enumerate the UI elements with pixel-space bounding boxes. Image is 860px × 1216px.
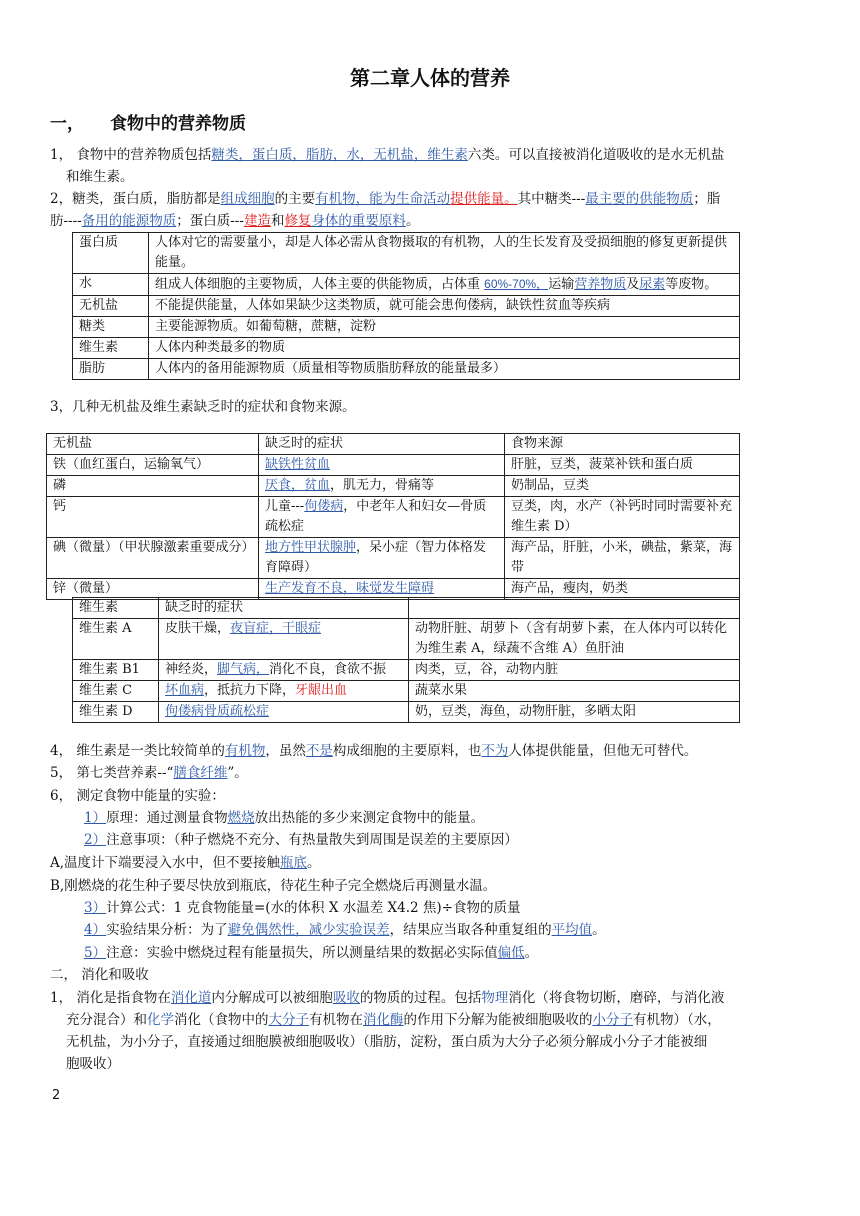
text: ；蛋白质--- xyxy=(176,213,244,229)
highlight-text: 提供能量。 xyxy=(450,191,518,207)
item-number: 4） xyxy=(84,922,107,938)
header-cell: 无机盐 xyxy=(47,434,259,455)
table-row xyxy=(73,296,740,317)
table-cell xyxy=(149,274,740,296)
highlight-text: 瓶底 xyxy=(280,855,308,871)
highlight-text: 牙龈出血 xyxy=(295,683,348,698)
item-number: 1） xyxy=(84,810,107,826)
text: 注意：实验中燃烧过程有能量损失，所以测量结果的数据必实际值 xyxy=(106,945,498,961)
table-cell: 奶，豆类，海鱼，动物肝脏，多晒太阳 xyxy=(409,702,740,723)
text: 和 xyxy=(270,213,285,229)
text: 神经炎， xyxy=(165,662,218,677)
text: 人体提供能量，但他无可替代。 xyxy=(508,743,698,759)
table-row xyxy=(73,660,740,681)
experiment-item-2 xyxy=(84,829,844,851)
text: 充分混合）和 xyxy=(66,1012,147,1028)
highlight-text: 偏低 xyxy=(497,945,525,961)
table-cell: 维生素 A xyxy=(73,619,159,660)
table-cell: 维生素 xyxy=(73,338,149,359)
text: 无机盐，为小分子，直接通过细胞膜被细胞吸收）（脂肪，淀粉，蛋白质为大分子必须分解成小分子才能被细 xyxy=(66,1034,708,1050)
text: 实验结果分析：为了 xyxy=(106,922,228,938)
table-header-row xyxy=(73,598,740,619)
text: 胞吸收） xyxy=(66,1056,120,1072)
highlight-text: 尿素 xyxy=(639,277,666,292)
highlight-text: 消化酶 xyxy=(363,1012,404,1028)
highlight-text: 不为 xyxy=(481,743,509,759)
table-row xyxy=(47,476,740,497)
table-cell: 糖类 xyxy=(73,317,149,338)
section-heading-1 xyxy=(50,109,246,134)
experiment-item-1 xyxy=(84,807,844,829)
table-cell xyxy=(259,476,505,497)
text: 5， 第七类营养素--“ xyxy=(50,765,174,781)
highlight-text: 夜盲症，干眼症 xyxy=(230,621,322,636)
text: 4， 维生素是一类比较简单的 xyxy=(50,743,225,759)
highlight-text: 脚气病， xyxy=(217,662,270,677)
experiment-note-a xyxy=(50,852,810,874)
table-row xyxy=(47,455,740,476)
highlight-text: 吸收 xyxy=(332,990,360,1006)
header-cell: 食物来源 xyxy=(505,434,740,455)
text: 皮肤干燥， xyxy=(165,621,231,636)
table-cell xyxy=(259,538,505,579)
highlight-text: 大分子 xyxy=(268,1012,309,1028)
paragraph-7 xyxy=(50,987,810,1075)
table-cell: 蛋白质 xyxy=(73,233,149,274)
table-header-row xyxy=(47,434,740,455)
text: 的主要 xyxy=(274,191,316,207)
highlight-text: 佝偻病 xyxy=(304,499,344,514)
table-cell: 海产品，肝脏，小米，碘盐，紫菜，海带 xyxy=(505,538,740,579)
highlight-text: 不是 xyxy=(305,743,333,759)
text: ；脂 xyxy=(693,191,721,207)
text: ”。 xyxy=(227,765,248,781)
text: 构成细胞的主要原料，也 xyxy=(332,743,482,759)
table-cell: 不能提供能量，人体如果缺少这类物质，就可能会患佝偻病，缺铁性贫血等疾病 xyxy=(149,296,740,317)
text: ，中老年人和妇女—骨质疏松症 xyxy=(265,499,487,534)
text: 等废物。 xyxy=(665,277,718,292)
vitamins-table xyxy=(72,597,740,723)
section-heading-2: 二， 消化和吸收 xyxy=(50,967,149,983)
text: 消化不良，食欲不振 xyxy=(269,662,387,677)
experiment-note-b: B,刚燃烧的花生种子要尽快放到瓶底，待花生种子完全燃烧后再测量水温。 xyxy=(50,878,497,894)
highlight-text: 最主要的供能物质 xyxy=(585,191,694,207)
table-cell: 海产品，瘦肉，奶类 xyxy=(505,579,740,600)
table-row xyxy=(47,497,740,538)
text: 有机物）（水， xyxy=(633,1012,721,1028)
text: 注意事项：（种子燃烧不充分、有热量散失到周围是误差的主要原因） xyxy=(106,832,518,848)
table-cell xyxy=(259,455,505,476)
section-title: 食物中的营养物质 xyxy=(110,114,246,134)
highlight-text: 营养物质 xyxy=(574,277,627,292)
highlight-text: 60%-70%， xyxy=(484,277,549,291)
highlight-text: 化学 xyxy=(147,1012,174,1028)
table-cell: 维生素 B1 xyxy=(73,660,159,681)
text: 放出热能的多少来测定食物中的能量。 xyxy=(254,810,485,826)
table-row xyxy=(73,619,740,660)
highlight-text: 组成细胞 xyxy=(220,191,275,207)
highlight-text: 消化道 xyxy=(170,990,212,1006)
header-cell: 缺乏时的症状 xyxy=(159,598,409,619)
text: 六类。可以直接被消化道吸收的是水无机盐 xyxy=(467,147,725,163)
highlight-text: 物理 xyxy=(481,990,509,1006)
highlight-text: 燃烧 xyxy=(227,810,255,826)
text: 有机物在 xyxy=(309,1012,363,1028)
highlight-text: 有机物，能为生命活动 xyxy=(315,191,451,207)
text: A,温度计下端要浸入水中，但不要接触 xyxy=(50,855,281,871)
text: 2，糖类，蛋白质，脂肪都是 xyxy=(50,191,221,207)
table-cell: 蔬菜水果 xyxy=(409,681,740,702)
table-cell: 锌（微量） xyxy=(47,579,259,600)
table-cell: 奶制品，豆类 xyxy=(505,476,740,497)
highlight-text: 地方性甲状腺肿 xyxy=(265,540,357,555)
table-row xyxy=(73,359,740,380)
text: ，肌无力，骨痛等 xyxy=(330,478,435,493)
table-cell: 豆类，肉，水产（补钙时同时需要补充维生素 D） xyxy=(505,497,740,538)
table-cell: 人体内的备用能源物质（质量相等物质脂肪释放的能量最多） xyxy=(149,359,740,380)
paragraph-3: 3，几种无机盐及维生素缺乏时的症状和食物来源。 xyxy=(50,399,356,415)
table-cell: 动物肝脏、胡萝卜（含有胡萝卜素，在人体内可以转化为维生素 A，绿蔬不含维 A）鱼肝油 xyxy=(409,619,740,660)
paragraph-2 xyxy=(50,188,810,232)
text: 。 xyxy=(405,213,420,229)
highlight-text: 佝偻病骨质疏松症 xyxy=(165,704,270,719)
text: 1， 消化是指食物在 xyxy=(50,990,171,1006)
item-number: 5） xyxy=(84,945,107,961)
text: 1， 食物中的营养物质包括 xyxy=(50,147,212,163)
text: 的作用下分解为能被细胞吸收的 xyxy=(403,1012,593,1028)
table-cell xyxy=(159,681,409,702)
text: 运输 xyxy=(548,277,575,292)
highlight-text: 糖类，蛋白质，脂肪，水，无机盐，维生素 xyxy=(211,147,468,163)
table-cell: 水 xyxy=(73,274,149,296)
text: 内分解成可以被细胞 xyxy=(211,990,333,1006)
table-cell xyxy=(159,660,409,681)
table-row xyxy=(47,538,740,579)
table-cell: 人体对它的需要量小，却是人体必需从食物摄取的有机物，人的生长发育及受损细胞的修复更新提供能量。 xyxy=(149,233,740,274)
table-row xyxy=(73,338,740,359)
text: 和维生素。 xyxy=(66,169,134,185)
header-cell: 缺乏时的症状 xyxy=(259,434,505,455)
page-title: 第二章人体的营养 xyxy=(350,66,510,90)
page-number: 2 xyxy=(52,1088,61,1103)
header-cell xyxy=(409,598,740,619)
text: 的物质的过程。包括 xyxy=(359,990,482,1006)
text: 组成人体细胞的主要物质，人体主要的供能物质，占体重 xyxy=(155,277,485,292)
highlight-text: 避免偶然性，减少实验误差 xyxy=(227,922,390,938)
section-number: 一， xyxy=(50,114,84,134)
table-cell: 主要能源物质。如葡萄糖，蔗糖，淀粉 xyxy=(149,317,740,338)
table-row xyxy=(73,702,740,723)
text: 。 xyxy=(307,855,321,871)
text: ，结果应当取各种重复组的 xyxy=(389,922,552,938)
table-cell: 肉类，豆，谷，动物内脏 xyxy=(409,660,740,681)
paragraph-1 xyxy=(50,144,810,188)
text: 。 xyxy=(592,922,606,938)
table-cell: 铁（血红蛋白，运输氧气） xyxy=(47,455,259,476)
item-number: 3） xyxy=(84,900,107,916)
highlight-text: 建造 xyxy=(243,213,271,229)
highlight-text: 厌食，贫血 xyxy=(265,478,331,493)
highlight-text: 生产发育不良，味觉发生障碍 xyxy=(265,581,435,596)
table-cell: 脂肪 xyxy=(73,359,149,380)
nutrients-table xyxy=(72,232,740,380)
table-cell: 人体内种类最多的物质 xyxy=(149,338,740,359)
text: 。 xyxy=(524,945,539,961)
highlight-text: 坏血病 xyxy=(165,683,205,698)
minerals-table xyxy=(46,433,740,600)
experiment-item-4 xyxy=(84,919,844,941)
text: 消化（食物中的 xyxy=(174,1012,269,1028)
highlight-text: 膳食纤维 xyxy=(173,765,228,781)
text: 及 xyxy=(626,277,640,292)
highlight-text: 小分子 xyxy=(592,1012,633,1028)
table-cell: 无机盐 xyxy=(73,296,149,317)
experiment-item-3 xyxy=(84,897,844,919)
table-cell: 维生素 D xyxy=(73,702,159,723)
highlight-text: 备用的能源物质 xyxy=(81,213,177,229)
table-cell: 碘（微量）（甲状腺激素重要成分） xyxy=(47,538,259,579)
table-cell: 维生素 C xyxy=(73,681,159,702)
text: 计算公式：1 克食物能量=(水的体积 X 水温差 X4.2 焦)÷食物的质量 xyxy=(106,900,521,916)
table-row xyxy=(73,274,740,296)
text: 儿童--- xyxy=(265,499,305,514)
paragraph-6: 6， 测定食物中能量的实验： xyxy=(50,788,225,804)
text: 消化（将食物切断，磨碎，与消化液 xyxy=(508,990,725,1006)
highlight-text: 平均值 xyxy=(551,922,593,938)
table-cell: 磷 xyxy=(47,476,259,497)
text: 肪---- xyxy=(50,213,82,229)
text: ，虽然 xyxy=(265,743,306,759)
table-row xyxy=(73,317,740,338)
header-cell: 维生素 xyxy=(73,598,159,619)
table-cell xyxy=(159,702,409,723)
item-number: 2） xyxy=(84,832,107,848)
text: ，呆小症（智力体格发育障碍） xyxy=(265,540,487,575)
paragraph-5 xyxy=(50,762,810,784)
highlight-text: 修复 xyxy=(284,213,312,229)
paragraph-4 xyxy=(50,740,810,762)
highlight-text: 有机物 xyxy=(224,743,266,759)
text: 原理：通过测量食物 xyxy=(106,810,228,826)
table-row xyxy=(73,681,740,702)
table-cell xyxy=(159,619,409,660)
text: 其中糖类--- xyxy=(517,191,586,207)
table-cell: 肝脏，豆类，菠菜补铁和蛋白质 xyxy=(505,455,740,476)
text: ，抵抗力下降， xyxy=(204,683,296,698)
highlight-text: 缺铁性贫血 xyxy=(265,457,331,472)
highlight-text: 身体的重要原料 xyxy=(311,213,406,229)
table-row xyxy=(73,233,740,274)
table-cell: 钙 xyxy=(47,497,259,538)
table-cell xyxy=(259,497,505,538)
experiment-item-5 xyxy=(84,942,844,964)
